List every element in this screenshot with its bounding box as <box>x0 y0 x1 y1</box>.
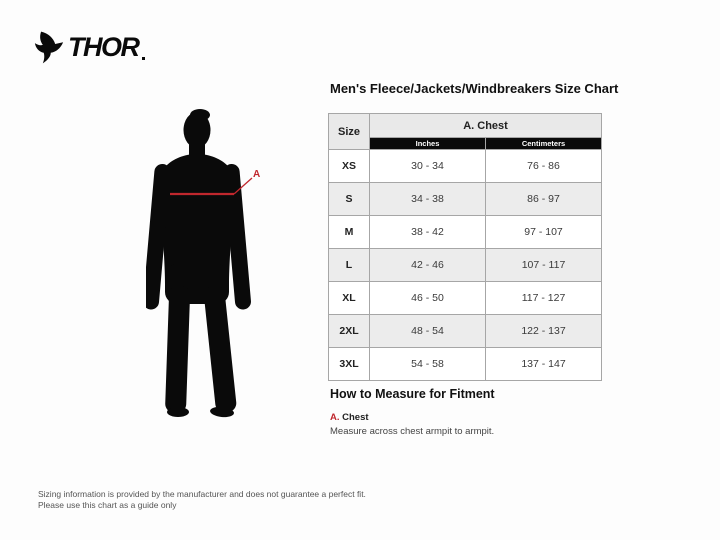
size-label: S <box>329 183 370 216</box>
inches-value: 38 - 42 <box>370 216 486 249</box>
disclaimer-line-1: Sizing information is provided by the manufacturer and does not guarantee a perfect fit. <box>38 489 366 499</box>
centimeters-value: 117 - 127 <box>486 282 602 315</box>
thor-horned-helmet-icon <box>34 31 64 64</box>
measure-guide-heading: How to Measure for Fitment <box>330 387 495 401</box>
centimeters-value: 122 - 137 <box>486 315 602 348</box>
disclaimer-text <box>38 489 366 511</box>
size-chart-table <box>328 113 602 381</box>
size-label: 3XL <box>329 348 370 381</box>
unit-header-inches: Inches <box>370 138 486 150</box>
size-label: XL <box>329 282 370 315</box>
centimeters-value: 76 - 86 <box>486 150 602 183</box>
body-silhouette-figure <box>146 106 271 421</box>
measure-description: Measure across chest armpit to armpit. <box>330 426 495 437</box>
table-row <box>329 315 602 348</box>
centimeters-value: 137 - 147 <box>486 348 602 381</box>
centimeters-value: 107 - 117 <box>486 249 602 282</box>
centimeters-value: 86 - 97 <box>486 183 602 216</box>
table-row <box>329 348 602 381</box>
table-unit-row <box>329 138 602 150</box>
brand-name: THOR <box>68 32 139 62</box>
annotation-label-a: A <box>253 169 261 180</box>
inches-value: 46 - 50 <box>370 282 486 315</box>
centimeters-value: 97 - 107 <box>486 216 602 249</box>
table-row <box>329 183 602 216</box>
silhouette-shape <box>146 109 252 418</box>
table-row <box>329 150 602 183</box>
inches-value: 54 - 58 <box>370 348 486 381</box>
inches-value: 30 - 34 <box>370 150 486 183</box>
table-row <box>329 216 602 249</box>
disclaimer-line-2: Please use this chart as a guide only <box>38 500 177 510</box>
size-label: 2XL <box>329 315 370 348</box>
inches-value: 48 - 54 <box>370 315 486 348</box>
column-header-size: Size <box>329 114 370 150</box>
measure-item-chest <box>330 412 369 423</box>
table-row <box>329 249 602 282</box>
table-header-row <box>329 114 602 138</box>
table-row <box>329 282 602 315</box>
brand-logo <box>34 31 145 64</box>
inches-value: 34 - 38 <box>370 183 486 216</box>
column-header-chest: A. Chest <box>370 114 602 138</box>
logo-trademark-dot <box>142 57 145 60</box>
unit-header-centimeters: Centimeters <box>486 138 602 150</box>
size-label: XS <box>329 150 370 183</box>
measure-letter: A. <box>330 412 340 423</box>
inches-value: 42 - 46 <box>370 249 486 282</box>
size-chart-title: Men's Fleece/Jackets/Windbreakers Size Chart <box>330 81 619 96</box>
measure-name: Chest <box>342 412 369 423</box>
size-label: M <box>329 216 370 249</box>
size-label: L <box>329 249 370 282</box>
